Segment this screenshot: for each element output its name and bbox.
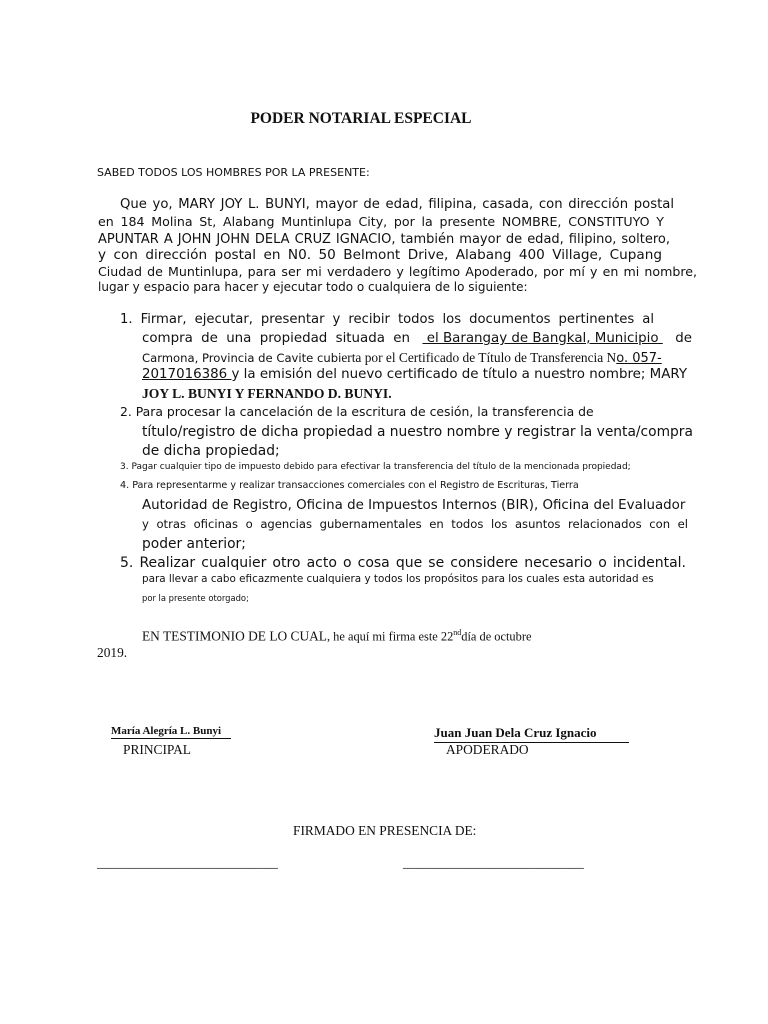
location-text: Carmona, Provincia de Cavite cubi [142, 351, 342, 365]
paragraph-line: lugar y espacio para hacer y ejecutar todo o cualquiera de lo siguiente: [98, 280, 528, 294]
intro-text: SABED TODOS LOS HOMBRES POR LA PRESENTE: [97, 166, 370, 179]
list-item-line: 4. Para representarme y realizar transacciones comerciales con el Registro de Escrituras, Tierra [120, 480, 579, 491]
testimony-line [142, 628, 531, 644]
list-item-line: Autoridad de Registro, Oficina de Impuestos Internos (BIR), Oficina del Evaluador [142, 498, 686, 513]
list-item-line: para llevar a cabo eficazmente cualquiera y todos los propósitos para los cuales esta autoridad es [142, 573, 654, 585]
attorney-role: APODERADO [446, 742, 529, 757]
certificate-number: o. 057- [616, 351, 662, 366]
attorney-name: Juan Juan Dela Cruz Ignacio [434, 725, 629, 743]
list-item-line [142, 367, 687, 382]
list-item-3: 3. Pagar cualquier tipo de impuesto debido para efectivar la transferencia del título de la mencionada propiedad; [120, 462, 631, 472]
testimony-text: , he aquí mi firma este 22 [326, 629, 454, 644]
certificate-number: 2017016386 [142, 367, 232, 382]
witness-heading: FIRMADO EN PRESENCIA DE: [293, 823, 477, 838]
list-item-line: por la presente otorgado; [142, 593, 249, 603]
testimony-text: EN TESTIMONIO DE LO CUAL [142, 628, 327, 644]
list-item-line [142, 331, 692, 346]
list-item-line: de dicha propiedad; [142, 443, 280, 459]
certificate-text: erta por el Certificado de Título de Transferencia N [341, 350, 617, 365]
witness-signature-line-right: ___________________________ [403, 855, 584, 870]
list-item-text: compra de una propiedad situada en [142, 331, 410, 346]
list-item-line [142, 349, 662, 367]
list-item-text: y la emisión del nuevo certificado de título a nuestro nombre; MARY [231, 367, 687, 382]
list-item-line: 5. Realizar cualquier otro acto o cosa que se considere necesario o incidental. [120, 555, 686, 571]
day-suffix: nd [453, 628, 462, 637]
list-item-line: 1. Firmar, ejecutar, presentar y recibir todos los documentos pertinentes al [120, 312, 654, 327]
location-text: el Barangay de Bangkal, Municipio [422, 331, 663, 346]
paragraph-line: Ciudad de Muntinlupa, para ser mi verdadero y legítimo Apoderado, por mí y en mi nombre, [98, 264, 697, 279]
testimony-text: día de octubre [461, 629, 532, 644]
principal-name: María Alegría L. Bunyi [111, 725, 231, 739]
list-item-line: 2. Para procesar la cancelación de la escritura de cesión, la transferencia de [120, 404, 594, 419]
principal-role: PRINCIPAL [123, 742, 191, 757]
document-title: PODER NOTARIAL ESPECIAL [250, 110, 472, 127]
list-item-line: título/registro de dicha propiedad a nuestro nombre y registrar la venta/compra [142, 424, 693, 440]
list-item-text: de [675, 331, 692, 346]
list-item-line: JOY L. BUNYI Y FERNANDO D. BUNYI. [142, 386, 392, 401]
paragraph-line: Que yo, MARY JOY L. BUNYI, mayor de edad, filipina, casada, con dirección postal [120, 197, 674, 212]
testimony-year: 2019. [97, 645, 128, 660]
paragraph-line: en 184 Molina St, Alabang Muntinlupa City, por la presente NOMBRE, CONSTITUYO Y [98, 214, 664, 229]
paragraph-line: y con dirección postal en N0. 50 Belmont Drive, Alabang 400 Village, Cupang [98, 247, 662, 263]
list-item-line: poder anterior; [142, 536, 246, 552]
list-item-line: y otras oficinas o agencias gubernamentales en todos los asuntos relacionados con el [142, 517, 688, 531]
paragraph-line: APUNTAR A JOHN JOHN DELA CRUZ IGNACIO, también mayor de edad, filipino, soltero, [98, 232, 670, 247]
witness-signature-line-left: ___________________________ [97, 855, 278, 870]
